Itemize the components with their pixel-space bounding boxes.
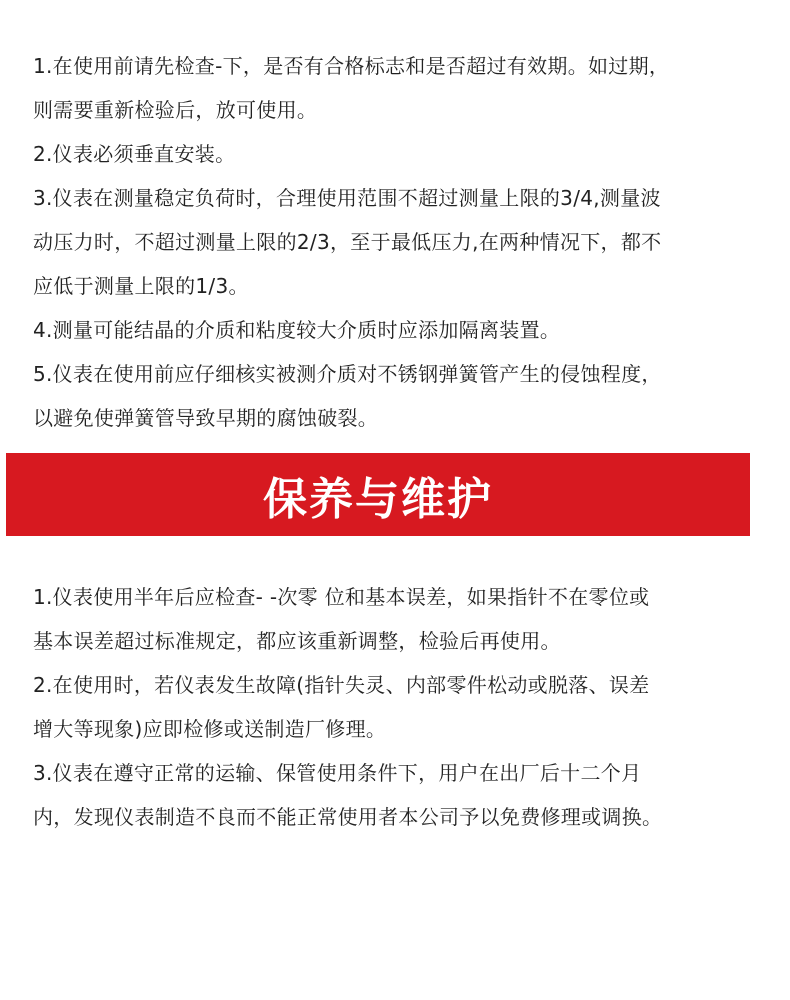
maintenance-notes	[33, 575, 753, 839]
maintenance-line: 1.仪表使用半年后应检查- -次零 位和基本误差，如果指针不在零位或	[33, 585, 650, 609]
maintenance-line: 3.仪表在遵守正常的运输、保管使用条件下，用户在出厂后十二个月	[33, 761, 642, 785]
section-title: 保养与维护	[263, 473, 493, 525]
maintenance-line: 增大等现象)应即检修或送制造厂修理。	[33, 717, 387, 741]
maintenance-line: 2.在使用时，若仪表发生故障(指针失灵、内部零件松动或脱落、误差	[33, 673, 650, 697]
usage-line: 2.仪表必须垂直安装。	[33, 142, 236, 166]
usage-notes	[33, 44, 753, 440]
section-banner	[6, 453, 750, 536]
usage-line: 5.仪表在使用前应仔细核实被测介质对不锈钢弹簧管产生的侵蚀程度，	[33, 362, 662, 386]
maintenance-line: 内，发现仪表制造不良而不能正常使用者本公司予以免费修理或调换。	[33, 805, 663, 829]
usage-line: 以避免使弹簧管导致早期的腐蚀破裂。	[33, 406, 379, 430]
usage-line: 则需要重新检验后，放可使用。	[33, 98, 318, 122]
usage-line: 4.测量可能结晶的介质和粘度较大介质时应添加隔离装置。	[33, 318, 561, 342]
usage-line: 1.在使用前请先检查-下，是否有合格标志和是否超过有效期。如过期，	[33, 54, 670, 78]
usage-line: 动压力时，不超过测量上限的2/3，至于最低压力,在两种情况下，都不	[33, 230, 662, 254]
usage-line: 应低于测量上限的1/3。	[33, 274, 249, 298]
usage-line: 3.仪表在测量稳定负荷时，合理使用范围不超过测量上限的3/4,测量波	[33, 186, 661, 210]
maintenance-line: 基本误差超过标准规定，都应该重新调整，检验后再使用。	[33, 629, 561, 653]
